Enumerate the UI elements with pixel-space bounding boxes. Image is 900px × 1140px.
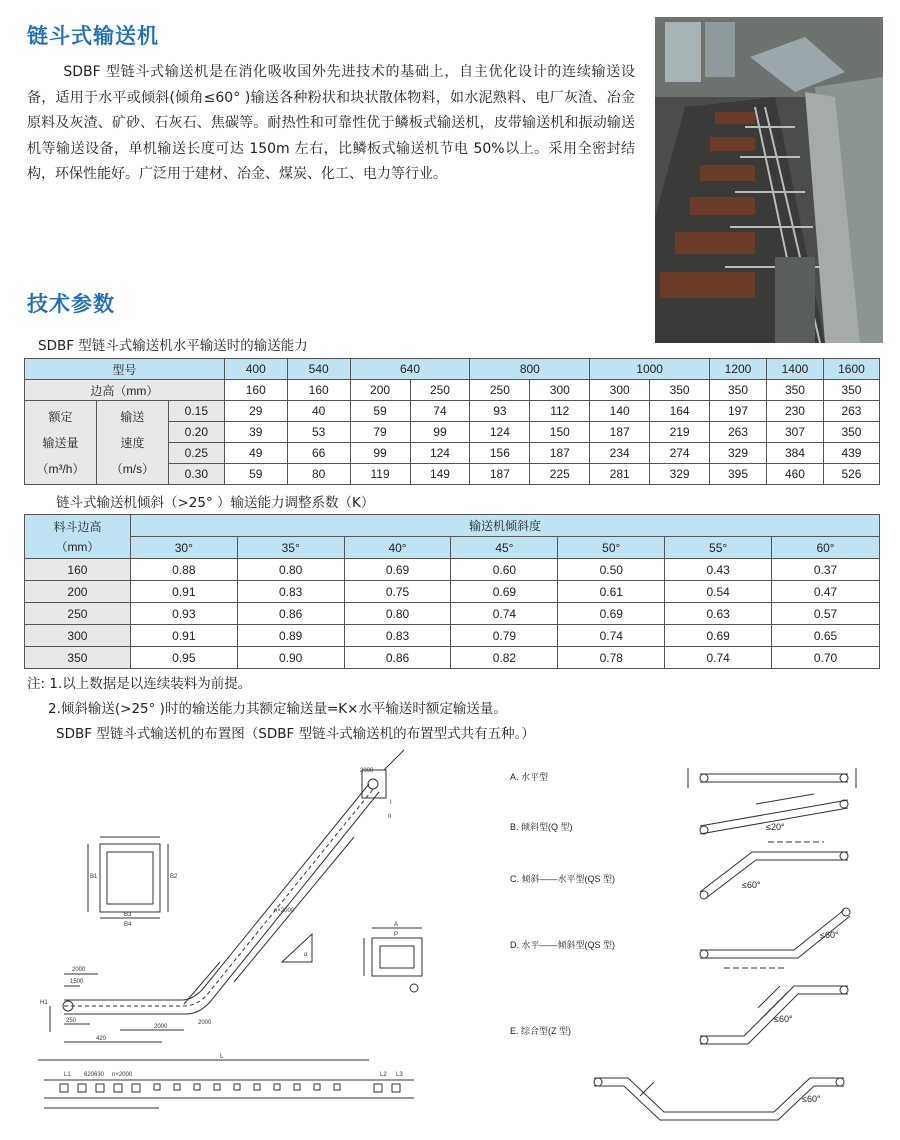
incline-coefficient-table xyxy=(24,514,880,669)
dim-label: L1 xyxy=(64,1072,71,1078)
edge-label: 边高（mm） xyxy=(25,380,225,401)
layout-caption: SDBF 型链斗式输送机的布置图（SDBF 型链斗式输送机的布置型式共有五种。） xyxy=(56,726,535,742)
dim-label: P xyxy=(394,932,399,938)
angle-label-d: ≤60° xyxy=(820,930,839,940)
intro-body: SDBF 型链斗式输送机是在消化吸收国外先进技术的基础上，自主优化设计的连续输送设备，适用于水平或倾斜(倾角≤60° )输送各种粉状和块状散体物料，如水泥熟料、电厂灰渣、冶金原料及灰渣、矿砂、石灰石、焦碳等。耐热性和可靠性优于鳞板式输送机，皮带输送机和振动输送机等输送设备，单机输送长度可达 150m 左右，比鳞板式输送机节电 50%以上。采用全密封结构，环保性能好。广泛用于建材、冶金、煤炭、化工、电力等行业。 xyxy=(27,64,635,182)
angle-label-c: ≤60° xyxy=(742,880,761,890)
dim-label: 620630 xyxy=(84,1072,105,1078)
detail-drawing xyxy=(364,928,422,992)
dim-label: α xyxy=(304,952,308,958)
dim-label: n×2000 xyxy=(274,908,295,914)
table-row: 0.30 59 80 119 149 187 225 281 329 395 460 526 xyxy=(25,464,880,485)
layout-type-e-label: E. 综合型(Z 型) xyxy=(510,1026,571,1036)
table-row: 200 0.91 0.83 0.75 0.69 0.61 0.54 0.47 xyxy=(25,581,880,603)
capacity-table xyxy=(24,358,880,485)
conveyor-photo xyxy=(655,17,883,343)
dim-label: B4 xyxy=(124,922,132,928)
dim-label: 420 xyxy=(96,1036,107,1042)
table-row: 额定 输送量 （m³/h） 输送 速度 （m/s） 0.15 29 40 59 74 93 112 140 164 197 230 263 xyxy=(25,401,880,422)
edge-row: 边高（mm） 160 160 200 250 250 300 300 350 350 350 350 xyxy=(25,380,880,401)
dim-label: 2000 xyxy=(198,1020,212,1026)
intro-title: 链斗式输送机 xyxy=(27,24,159,48)
table-row: 350 0.95 0.90 0.86 0.82 0.78 0.74 0.70 xyxy=(25,647,880,669)
layout-drawings xyxy=(24,742,876,1132)
model-label: 型号 xyxy=(25,359,225,380)
dim-label: 2000 xyxy=(154,1024,168,1030)
table-row: 250 0.93 0.86 0.80 0.74 0.69 0.63 0.57 xyxy=(25,603,880,625)
angle-label-b: ≤20° xyxy=(766,822,785,832)
angle-row: 30° 35° 40° 45° 50° 55° 60° xyxy=(25,537,880,559)
dim-label: I xyxy=(390,800,392,806)
dim-label: 2000 xyxy=(72,967,86,973)
layout-type-c-drawing xyxy=(700,842,848,899)
dim-label: B3 xyxy=(124,912,132,918)
layout-type-b-label: B. 倾斜型(Q 型) xyxy=(510,822,573,832)
angle-header-row xyxy=(25,515,880,537)
plan-drawing xyxy=(44,1080,414,1108)
dim-label: II xyxy=(388,814,392,820)
table1-caption: SDBF 型链斗式输送机水平输送时的输送能力 xyxy=(38,338,308,354)
layout-type-c-label: C. 倾斜——水平型(QS 型) xyxy=(510,874,615,884)
table-row: 0.25 49 66 99 124 156 187 234 274 329 384 439 xyxy=(25,443,880,464)
dim-label: L xyxy=(220,1054,224,1060)
dim-label: H1 xyxy=(40,1000,48,1006)
table-row: 300 0.91 0.89 0.83 0.79 0.74 0.69 0.65 xyxy=(25,625,880,647)
capacity-label: 额定 输送量 （m³/h） xyxy=(25,401,97,485)
table-row: 0.20 39 53 79 99 124 150 187 219 263 307 350 xyxy=(25,422,880,443)
main-conveyor-drawing xyxy=(38,750,404,1060)
dim-label: 250 xyxy=(66,1018,77,1024)
layout-type-a-label: A. 水平型 xyxy=(510,772,549,782)
angle-label-e2: ≤60° xyxy=(802,1094,821,1104)
speed-label: 输送 速度 （m/s） xyxy=(96,401,168,485)
note-1: 注: 1.以上数据是以连续装料为前提。 xyxy=(27,676,252,692)
layout-type-d-label: D. 水平——倾斜型(QS 型) xyxy=(510,940,615,950)
dim-label: n×2000 xyxy=(112,1072,133,1078)
dim-label: B2 xyxy=(170,874,178,880)
dim-label: 2000 xyxy=(360,768,374,774)
edge-height-label: 料斗边高 （mm） xyxy=(25,515,131,559)
note-2: 2.倾斜输送(>25° )时的输送能力其额定输送量=K×水平输送时额定输送量。 xyxy=(48,701,507,717)
angle-label: 输送机倾斜度 xyxy=(130,515,879,537)
specs-title: 技术参数 xyxy=(27,292,115,316)
dim-label: 1500 xyxy=(70,979,84,985)
table-row: 160 0.88 0.80 0.69 0.60 0.50 0.43 0.37 xyxy=(25,559,880,581)
dim-label: L2 xyxy=(380,1072,387,1078)
angle-label-e1: ≤60° xyxy=(774,1014,793,1024)
dim-label: B1 xyxy=(90,874,98,880)
model-row: 型号 400 540 640 800 1000 1200 1400 1600 xyxy=(25,359,880,380)
layout-type-a-drawing xyxy=(688,768,856,788)
cross-section-drawing xyxy=(88,837,168,918)
dim-label: A xyxy=(394,922,399,928)
dim-label: L3 xyxy=(396,1072,403,1078)
table2-caption: 链斗式输送机倾斜（>25° ）输送能力调整系数（K） xyxy=(56,495,375,511)
